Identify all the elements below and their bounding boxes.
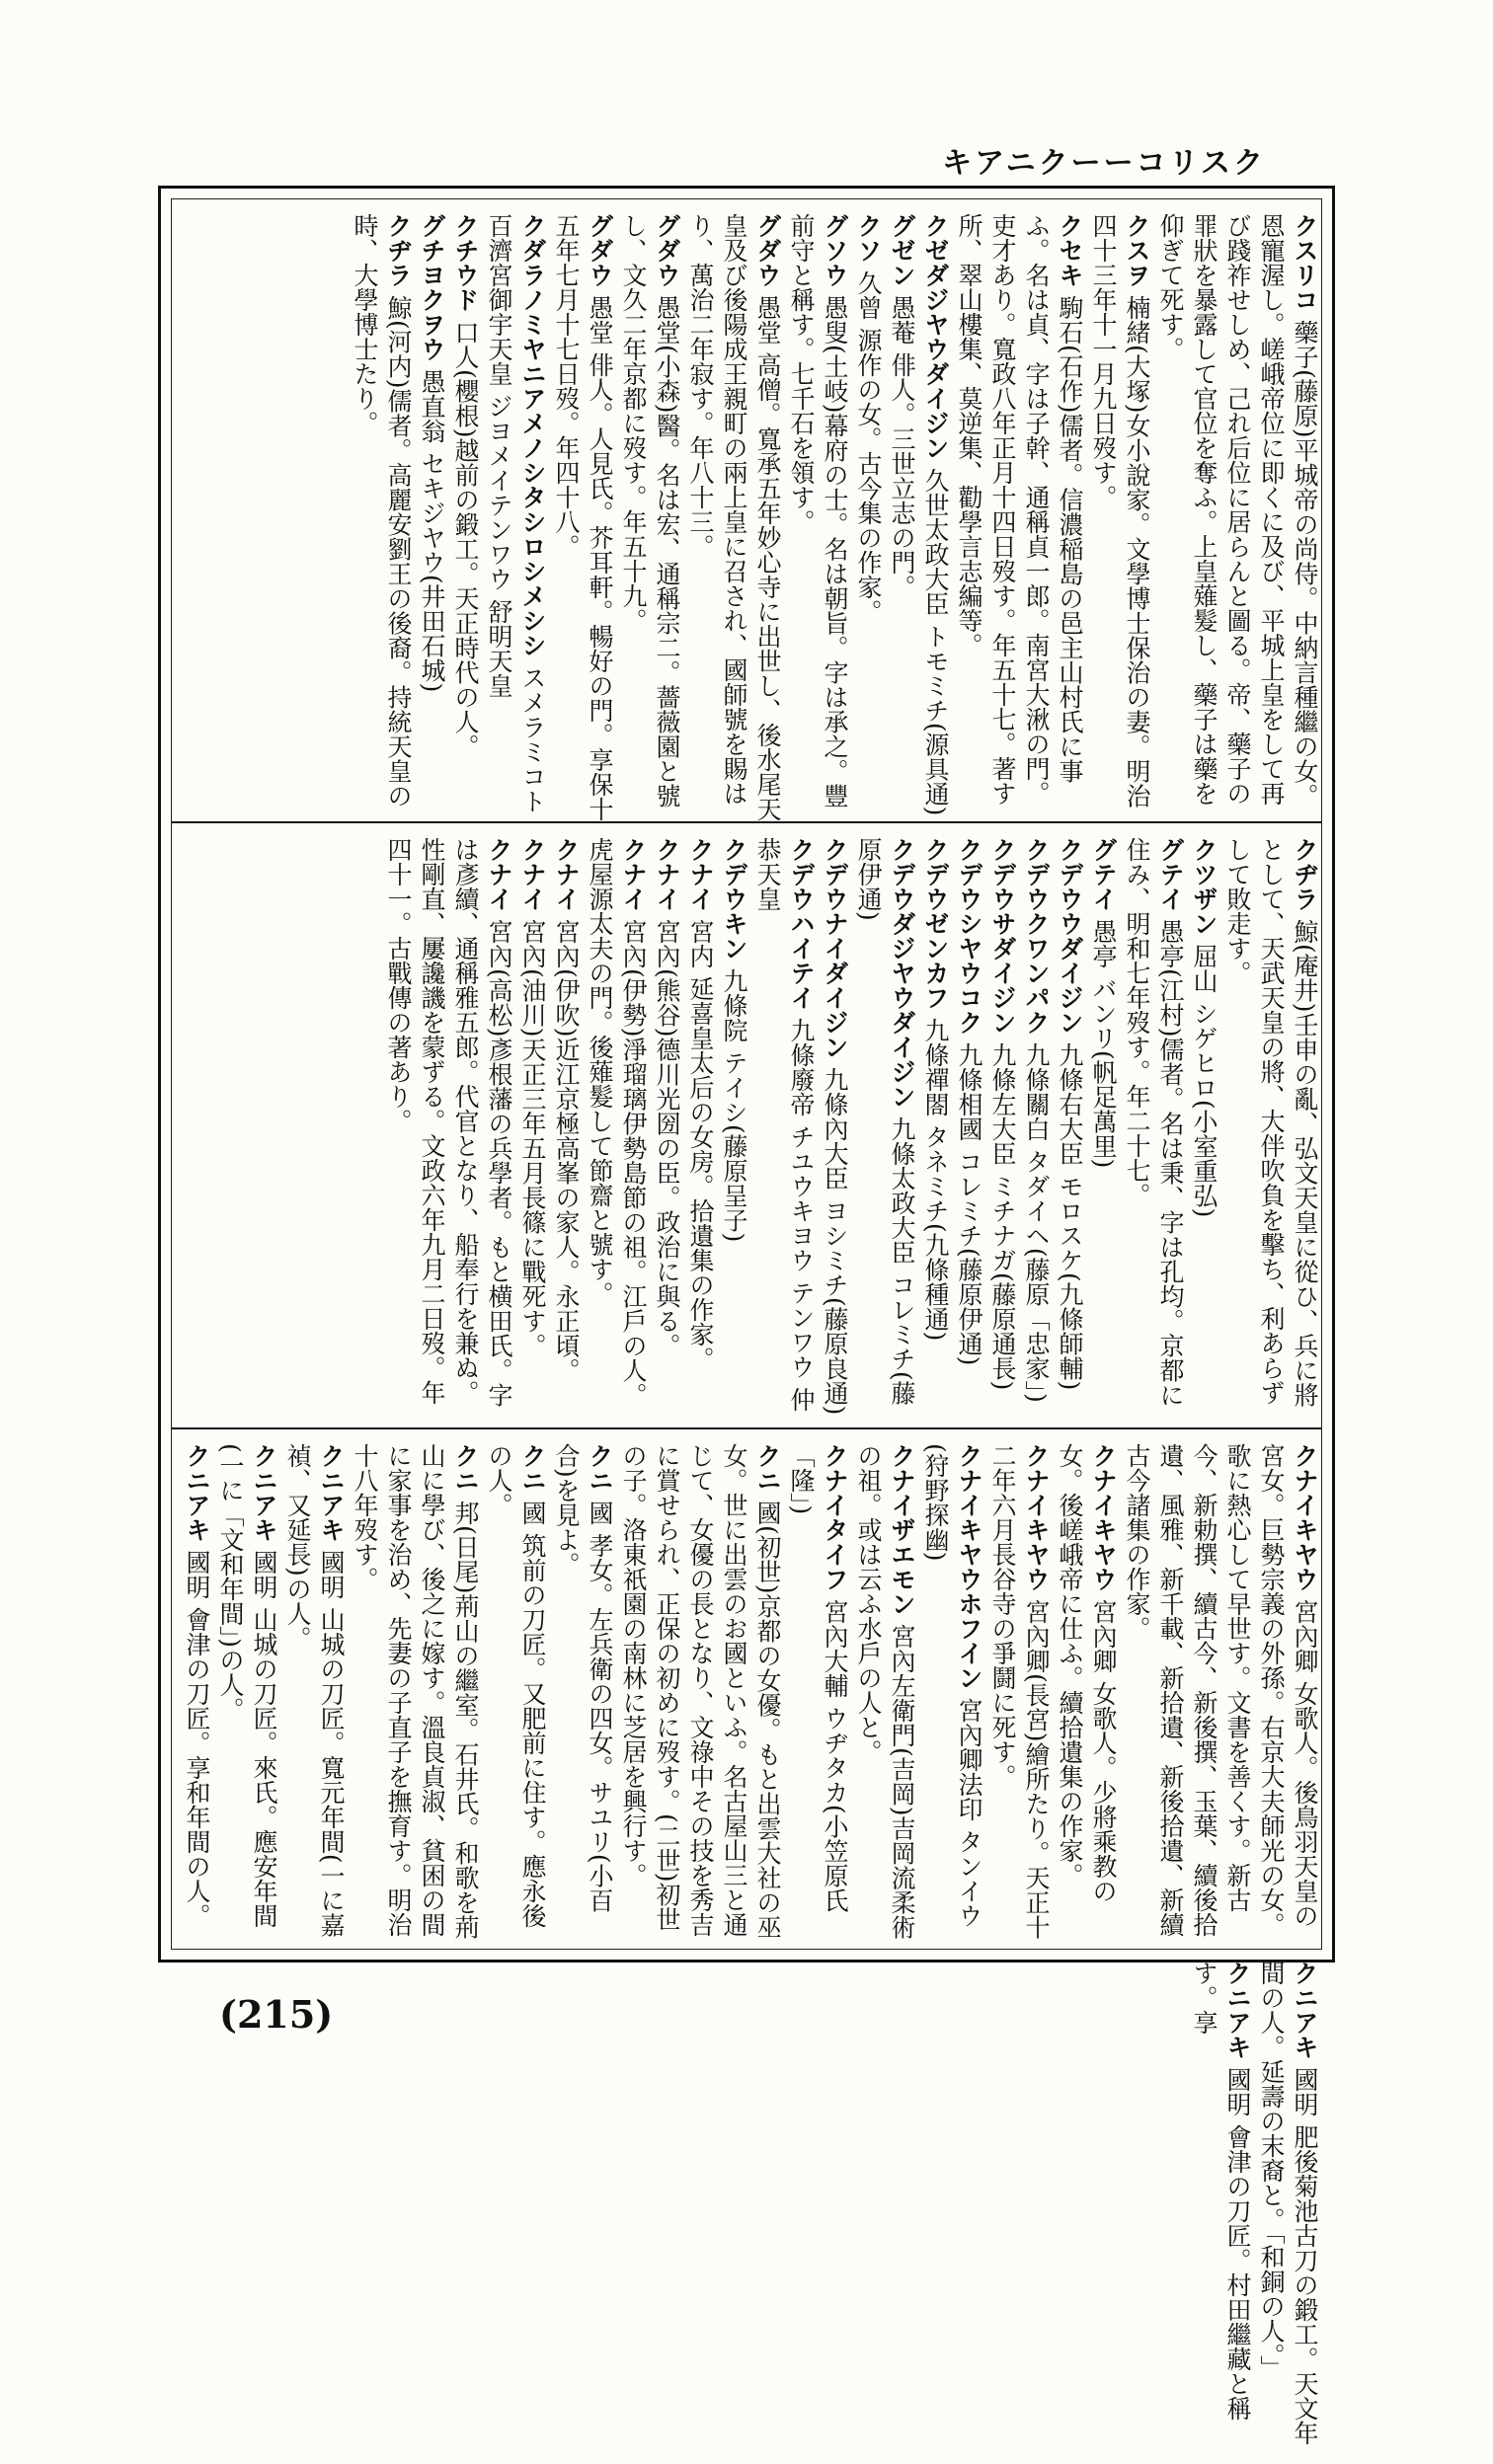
entry-headword: クニアキ bbox=[183, 1443, 211, 1542]
dictionary-entry bbox=[1254, 1947, 1321, 2464]
entry-definition: 駒石(石作)儒者。信濃稲島の邑主山村氏に事ふ。名は貞、字は子幹、通稱貞一郎。南宮大湫の門。吏才あり。寬政八年正月十四日歿す。年五十七。著す所、翠山樓集、莫逆集、勸學言志編等。 bbox=[955, 213, 1084, 806]
entry-definition: 九條右大臣 モロスケ(九條師輔) bbox=[1056, 1041, 1084, 1391]
entry-headword: グダウ bbox=[753, 213, 782, 287]
entry-definition: 宮內卿(長宮)繪所たり。天正十二年六月長谷寺の爭鬪に死す。 bbox=[988, 1443, 1051, 1940]
entry-headword: クナイキヤウ bbox=[1291, 1443, 1319, 1591]
dictionary-entry bbox=[616, 199, 683, 821]
entry-definition: 宮內卿法印 タンイウ(狩野探幽) bbox=[921, 1443, 983, 1928]
entry-definition: 愚堂(小森)醫。名は宏、通稱宗二。薔薇園と號し、文久二年京都に歿す。年五十九。 bbox=[619, 213, 681, 808]
entry-definition: 九條關白 タダイヘ(藤原「忠家」) bbox=[1022, 1041, 1051, 1403]
entry-headword: グダウ bbox=[653, 213, 681, 287]
dictionary-entry bbox=[415, 199, 448, 821]
entry-definition: 宮內(油川)天正三年五月長篠に戰死す。 bbox=[518, 918, 547, 1358]
entry-definition: 九條廢帝 チユウキヨウ テンワウ 仲恭天皇 bbox=[753, 837, 816, 1412]
dictionary-entry bbox=[851, 1429, 918, 1947]
dictionary-entry bbox=[280, 1429, 348, 1947]
entry-band-top bbox=[172, 199, 1321, 823]
dictionary-entry bbox=[985, 823, 1019, 1427]
entry-definition: 宮內卿 女歌人。少將乘教の女。後嵯峨帝に仕ふ。續拾遺集の作家。 bbox=[1056, 1443, 1118, 1903]
entry-definition: 宮內(熊谷)德川光圀の臣。政治に與る。 bbox=[653, 918, 681, 1358]
entry-headword: クゼダジヤウダイジン bbox=[921, 213, 950, 460]
entry-headword: クナイ bbox=[619, 837, 648, 911]
entry-definition: 愚亭 バンリ(帆足萬里) bbox=[1089, 918, 1118, 1169]
entry-headword: クニ bbox=[451, 1443, 480, 1493]
entry-headword: クニ bbox=[753, 1443, 782, 1493]
entry-headword: クナイ bbox=[686, 837, 715, 911]
entry-headword: クデウダジヤウダイジン bbox=[888, 837, 916, 1109]
dictionary-entry bbox=[1153, 199, 1321, 821]
dictionary-entry bbox=[482, 1429, 549, 1947]
dictionary-entry bbox=[1053, 823, 1086, 1427]
entry-definition: 口人(櫻根)越前の鍛工。天正時代の人。 bbox=[451, 319, 480, 759]
entry-definition: 鯨(河内)儒者。高麗安劉王の後裔。持統天皇の時、大學博士たり。 bbox=[351, 213, 413, 808]
entry-headword: クダラノミヤニアメノシタシロシメシシ bbox=[518, 213, 547, 657]
entry-definition: 國 筑前の刀匠。又肥前に住す。應永後の人。 bbox=[485, 1443, 547, 1928]
entry-headword: クデウナイダイジン bbox=[821, 837, 849, 1059]
entry-headword: クスリコ bbox=[1291, 213, 1319, 312]
entry-headword: クチウド bbox=[451, 213, 480, 312]
dictionary-entry bbox=[1019, 823, 1053, 1427]
dictionary-entry bbox=[180, 1429, 213, 1947]
entry-definition: 屈山 シゲヒロ(小室重弘) bbox=[1190, 943, 1218, 1218]
entry-headword: グチヨクヲウ bbox=[418, 213, 446, 361]
entry-definition: スメラミコト 百濟宮御宇天皇 ジヨメイテンワウ 舒明天皇 bbox=[485, 213, 547, 813]
entry-definition: 宮內卿 女歌人。後鳥羽天皇の宮女。巨勢宗義の外孫。右京大夫師光の女。歌に熱心して早世す。文書を善くす。新古今、新勅撰、續古今、新後撰、玉葉、續後拾遺、風雅、新千載、新拾遺、新後拾遺、新續古今諸集の作家。 bbox=[1123, 1443, 1319, 1937]
entry-headword: クニアキ bbox=[317, 1443, 346, 1542]
entry-definition: 國明 會津の刀匠。村田繼藏と稱す。享 bbox=[1190, 1961, 1252, 2421]
dictionary-entry bbox=[616, 1429, 784, 1947]
entry-headword: クナイキヤウ bbox=[1022, 1443, 1051, 1591]
entry-definition: 邦(日尾)荊山の繼室。石井氏。和歌を荊山に學び、後之に嫁す。溫良貞淑、貧困の間に家事を治め、先妻の子直子を撫育す。明治十八年歿す。 bbox=[351, 1443, 480, 1940]
dictionary-entry bbox=[549, 1429, 616, 1947]
dictionary-entry bbox=[818, 823, 851, 1427]
running-header: キアニクーーコリスク bbox=[942, 146, 1266, 181]
dictionary-entry bbox=[1086, 199, 1153, 821]
entry-definition: 愚叟(土岐)幕府の士。名は朝旨。字は承之。豐前守と稱す。七千石を領す。 bbox=[787, 213, 849, 808]
dictionary-entry bbox=[918, 199, 952, 821]
dictionary-entry bbox=[952, 199, 1086, 821]
entry-headword: クナイ bbox=[485, 837, 513, 911]
entry-headword: クニアキ bbox=[250, 1443, 278, 1542]
entry-headword: クセキ bbox=[1056, 213, 1084, 287]
dictionary-entry bbox=[1187, 823, 1220, 1427]
entry-definition: 國明 山城の刀匠。來氏。應安年間(一に「文和年間」)の人。 bbox=[216, 1443, 278, 1928]
entry-headword: クニアキ bbox=[1291, 1961, 1319, 2059]
entry-definition: 宮內(伊吹)近江京極高峯の家人。永正頃。 bbox=[552, 918, 581, 1383]
entry-definition: 國明 山城の刀匠。寬元年間(一に嘉禎、又延長)の人。 bbox=[283, 1443, 346, 1938]
dictionary-entry bbox=[348, 1429, 482, 1947]
dictionary-entry bbox=[1120, 823, 1187, 1427]
entry-definition: 藥子(藤原)平城帝の尚侍。中納言種繼の女。恩寵渥し。嵯峨帝位に即くに及び、平城上皇をして再び踐祚せしめ、己れ后位に居らんと圖る。帝、藥子の罪狀を暴露して官位を奪ふ。上皇薙髮し、藥子は藥を仰ぎて死す。 bbox=[1156, 213, 1319, 808]
entry-definition: 九條內大臣 ヨシミチ(藤原良通) bbox=[821, 1066, 849, 1416]
entry-headword: クナイ bbox=[518, 837, 547, 911]
entry-definition: 宮內大輔 ウヂタカ(小笠原氏「隆」) bbox=[787, 1443, 849, 1913]
dictionary-entry bbox=[918, 1429, 985, 1947]
dictionary-entry bbox=[851, 199, 885, 821]
entry-headword: クヂラ bbox=[1291, 837, 1319, 911]
entry-definition: 鯨(庵井)壬申の亂、弘文天皇に從ひ、兵に將として、天武天皇の將、大伴吹負を擊ち、利あらずして敗走す。 bbox=[1223, 837, 1319, 1408]
dictionary-entry bbox=[1187, 1947, 1254, 2464]
dictionary-entry bbox=[549, 199, 616, 821]
dictionary-entry bbox=[952, 823, 985, 1427]
dictionary-entry bbox=[717, 823, 750, 1427]
entry-definition: 久世太政大臣 トモミチ(源具通) bbox=[921, 467, 950, 816]
entry-headword: クナイザエモン bbox=[888, 1443, 916, 1616]
entry-band-middle bbox=[172, 823, 1321, 1429]
entry-definition: 宮內左衛門(吉岡)吉岡流柔術の祖。或は云ふ水戶の人と。 bbox=[854, 1443, 916, 1940]
entry-headword: グソウ bbox=[821, 213, 849, 287]
entry-definition: 愚直翁 セキジヤウ(井田石城) bbox=[418, 368, 446, 693]
entry-headword: クデウゼンカフ bbox=[921, 837, 950, 1010]
entry-headword: クナイタイフ bbox=[821, 1443, 849, 1591]
entry-definition: 楠緒(大塚)女小說家。文學博士保治の妻。明治四十三年十一月九日歿す。 bbox=[1089, 213, 1151, 808]
entry-headword: グテイ bbox=[1089, 837, 1118, 911]
entry-definition: 九條左大臣 ミチナガ(藤原通長) bbox=[988, 1041, 1017, 1391]
dictionary-entry bbox=[1053, 1429, 1120, 1947]
entry-headword: クナイキヤウ bbox=[1089, 1443, 1118, 1591]
entry-definition: 九條相國 コレミチ(藤原伊通) bbox=[955, 1041, 983, 1366]
entry-headword: クデウシヤウコク bbox=[955, 837, 983, 1035]
dictionary-entry bbox=[213, 1429, 280, 1947]
dictionary-entry bbox=[1220, 823, 1321, 1427]
dictionary-entry bbox=[515, 823, 549, 1427]
entry-definition: 久曾 源作の女。古今集の作家。 bbox=[854, 270, 883, 624]
dictionary-entry bbox=[448, 199, 482, 821]
dictionary-entry bbox=[851, 823, 918, 1427]
dictionary-entry bbox=[549, 823, 583, 1427]
entry-definition: 愚堂 高僧。寬承五年妙心寺に出世し、後水尾天皇及び後陽成王親町の兩上皇に召され、國師號を賜はり、萬治二年寂す。年八十三。 bbox=[686, 213, 782, 821]
entry-headword: クニ bbox=[518, 1443, 547, 1493]
dictionary-entry bbox=[985, 1429, 1053, 1947]
entry-definition: 國(初世)京都の女優。もと出雲大社の巫女。世に出雲のお國といふ。名古屋山三と通じて、女優の長となり、文祿中その技を秀吉に賞せられ、正保の初めに歿す。(二世)初世の子。洛東祇園の南林に芝居を興行す。 bbox=[619, 1443, 782, 1940]
entry-headword: クヂラ bbox=[384, 213, 413, 287]
entry-headword: クツザン bbox=[1190, 837, 1218, 936]
dictionary-entry bbox=[1120, 1429, 1321, 1947]
entry-headword: クナイ bbox=[552, 837, 581, 911]
entry-definition: 愚菴 俳人。三世立志の門。 bbox=[888, 294, 916, 599]
entry-headword: クデウクワンパク bbox=[1022, 837, 1051, 1035]
entry-headword: クソ bbox=[854, 213, 883, 263]
entry-definition: 九條禪閤 タネミチ(九條種通) bbox=[921, 1017, 950, 1342]
entry-definition: 九條院 テイシ(藤原呈子) bbox=[720, 967, 748, 1243]
page-number: (215) bbox=[219, 1992, 334, 2037]
entry-headword: クデウキン bbox=[720, 837, 748, 961]
entry-headword: グテイ bbox=[1156, 837, 1185, 911]
entry-definition: 愚亭(江村)儒者。名は秉、字は孔均。京都に住み、明和七年歿す。年二十七。 bbox=[1123, 837, 1185, 1408]
dictionary-entry bbox=[918, 823, 952, 1427]
dictionary-entry bbox=[348, 199, 415, 821]
entry-definition: 宮内 延喜皇太后の女房。拾遺集の作家。 bbox=[686, 918, 715, 1371]
dictionary-entry bbox=[784, 199, 851, 821]
entry-definition: 愚堂 俳人。人見氏。芥耳軒。暢好の門。享保十五年七月十七日歿。年四十八。 bbox=[552, 213, 614, 821]
dictionary-entry bbox=[381, 823, 515, 1427]
dictionary-entry bbox=[650, 823, 683, 1427]
dictionary-entry bbox=[750, 823, 818, 1427]
entry-definition: 宮內(高松)彥根藩の兵學者。もと横田氏。字は彥續、通稱雅五郎。代官となり、船奉行を兼ぬ。性剛直、屢讒譏を蒙ずる。文政六年九月二日歿。年四十一。古戰傳の著あり。 bbox=[384, 837, 513, 1408]
entry-headword: クナイ bbox=[653, 837, 681, 911]
dictionary-entry bbox=[885, 199, 918, 821]
entry-headword: クデウサダイジン bbox=[988, 837, 1017, 1035]
dictionary-entry bbox=[1086, 823, 1120, 1427]
entry-headword: クスヲ bbox=[1123, 213, 1151, 287]
dictionary-entry bbox=[583, 823, 650, 1427]
entry-definition: 國明 會津の刀匠。享和年間の人。 bbox=[183, 1549, 211, 1928]
entry-headword: クニアキ bbox=[1223, 1961, 1252, 2059]
entry-definition: 宮內(伊勢)淨瑠璃伊勢島節の祖。江戶の人。虎屋源太夫の門。後薙髮して節齋と號す。 bbox=[586, 837, 648, 1408]
entry-headword: グダウ bbox=[586, 213, 614, 287]
dictionary-entry bbox=[482, 199, 549, 821]
entry-headword: クナイキヤウホフイン bbox=[955, 1443, 983, 1690]
entry-definition: 國 孝女。左兵衛の四女。サユリ(小百合)を見よ。 bbox=[552, 1443, 614, 1913]
entry-headword: クニ bbox=[586, 1443, 614, 1493]
entry-headword: クデウハイテイ bbox=[787, 837, 816, 1010]
entry-definition: 國明 肥後菊池古刀の鍛工。天文年間の人。延壽の末裔と。「和銅の人。」 bbox=[1257, 1961, 1319, 2445]
entry-definition: 九條太政大臣 コレミチ(藤原伊通) bbox=[854, 837, 916, 1406]
entry-headword: グゼン bbox=[888, 213, 916, 287]
dictionary-entry bbox=[683, 199, 784, 821]
dictionary-entry bbox=[784, 1429, 851, 1947]
entry-headword: クデウウダイジン bbox=[1056, 837, 1084, 1035]
dictionary-entry bbox=[683, 823, 717, 1427]
